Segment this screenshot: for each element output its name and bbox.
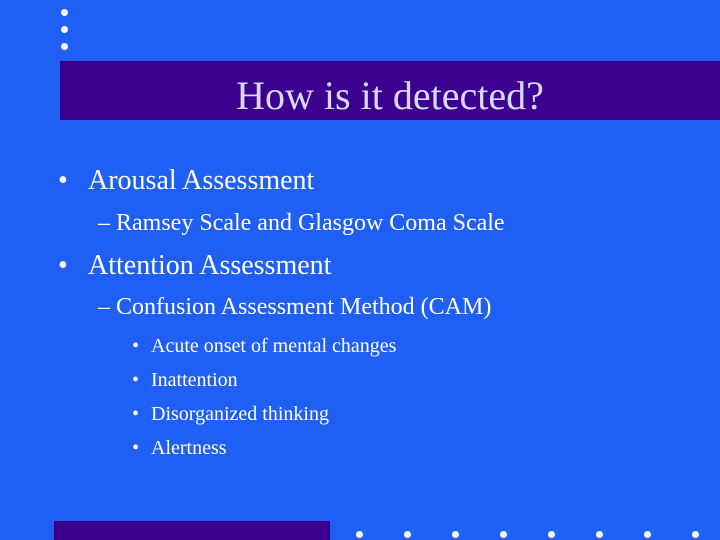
sub-bullet-item <box>98 210 505 237</box>
decorative-dot <box>61 26 68 33</box>
slide-title: How is it detected? <box>236 73 544 118</box>
bullet-marker: • <box>132 403 140 425</box>
list-item <box>132 437 227 460</box>
decorative-dot <box>61 9 68 16</box>
title-bar <box>60 61 720 120</box>
list-item <box>132 335 396 358</box>
decorative-dot <box>644 531 651 538</box>
dash-marker: – <box>98 210 110 236</box>
decorative-dot <box>692 531 699 538</box>
list-item-text: Disorganized thinking <box>151 403 329 425</box>
bullet-item <box>58 165 314 197</box>
dash-marker: – <box>98 294 110 320</box>
sub-bullet-text: Confusion Assessment Method (CAM) <box>116 294 492 320</box>
bullet-marker: • <box>58 165 68 196</box>
list-item-text: Inattention <box>151 369 238 391</box>
decorative-dot <box>596 531 603 538</box>
bullet-text: Arousal Assessment <box>88 165 315 196</box>
bullet-marker: • <box>132 369 140 391</box>
list-item <box>132 403 329 426</box>
bottom-bar <box>54 521 330 540</box>
decorative-dot <box>356 531 363 538</box>
decorative-dot <box>548 531 555 538</box>
bullet-marker: • <box>132 335 140 357</box>
bullet-text: Attention Assessment <box>88 250 332 281</box>
bullet-item <box>58 250 331 282</box>
decorative-dot <box>404 531 411 538</box>
decorative-dot <box>452 531 459 538</box>
list-item <box>132 369 238 392</box>
decorative-dot <box>500 531 507 538</box>
decorative-dot <box>61 43 68 50</box>
sub-bullet-text: Ramsey Scale and Glasgow Coma Scale <box>116 210 505 236</box>
list-item-text: Acute onset of mental changes <box>151 335 397 357</box>
bullet-marker: • <box>58 250 68 281</box>
bullet-marker: • <box>132 437 140 459</box>
sub-bullet-item <box>98 294 491 321</box>
list-item-text: Alertness <box>151 437 227 459</box>
